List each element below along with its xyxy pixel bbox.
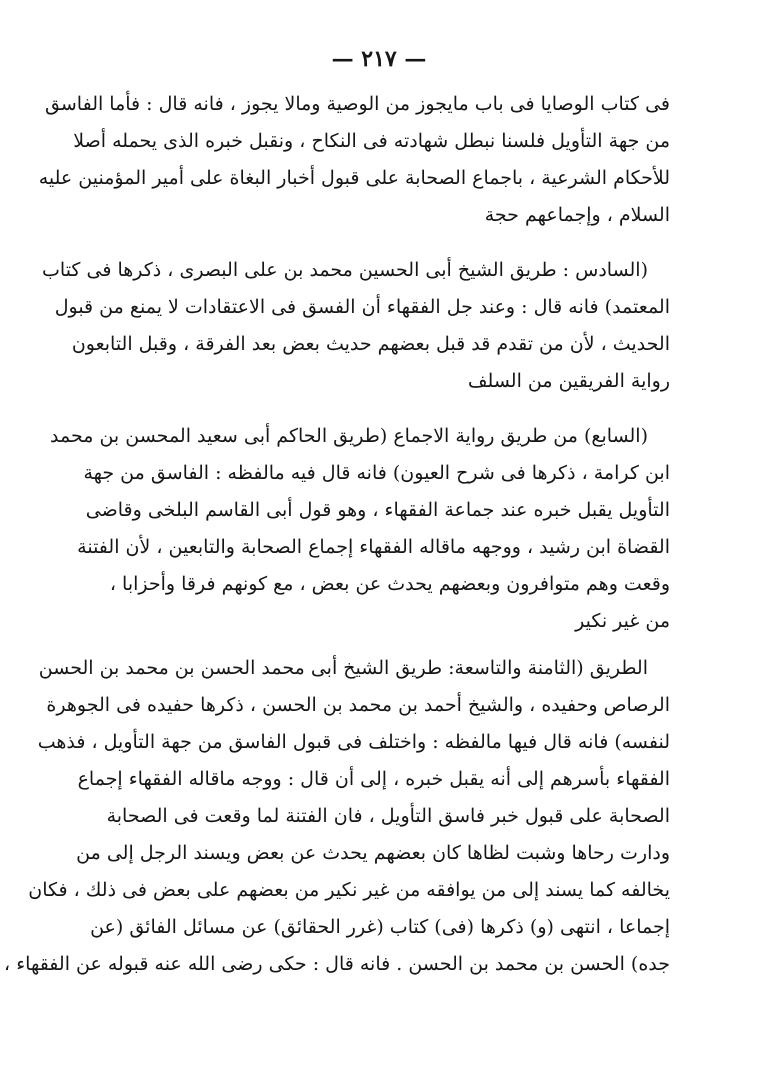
text-line: جده) الحسن بن محمد بن الحسن . فانه قال : حكى رضى الله عنه قبوله عن الفقهاء ، — [4, 953, 670, 975]
text-line: الحديث ، لأن من تقدم قد قبل بعضهم حديث بعض بعد الفرقة ، وقبل التابعون — [71, 333, 670, 355]
text-line: فى كتاب الوصايا فى باب مايجوز من الوصية ومالا يجوز ، فانه قال : فأما الفاسق — [45, 93, 670, 115]
text-line: ابن كرامة ، ذكرها فى شرح العيون) فانه قال فيه مالفظه : الفاسق من جهة — [83, 462, 670, 484]
paragraph-4 — [4, 650, 670, 983]
text-line: الطريق (الثامنة والتاسعة: طريق الشيخ أبى محمد الحسن بن محمد بن الحسن — [38, 657, 648, 679]
text-line: من غير نكير — [575, 610, 670, 632]
text-line: المعتمد) فانه قال : وعند جل الفقهاء أن الفسق فى الاعتقادات لا يمنع من قبول — [54, 296, 670, 318]
text-line: ودارت رحاها وشبت لظاها كان بعضهم يحدث عن بعض ويسند الرجل إلى من — [76, 842, 670, 864]
text-line: الصحابة على قبول خبر فاسق التأويل ، فان الفتنة لما وقعت فى الصحابة — [106, 805, 670, 827]
text-line: وقعت وهم متوافرون وبعضهم يحدث عن بعض ، مع كونهم فرقا وأحزابا ، — [109, 573, 670, 595]
text-line: لنفسه) فانه قال فيها مالفظه : واختلف فى قبول الفاسق من جهة التأويل ، فذهب — [37, 731, 670, 753]
paragraph-2 — [42, 252, 670, 400]
text-line: التأويل يقبل خبره عند جماعة الفقهاء ، وهو قول أبى القاسم البلخى وقاضى — [85, 499, 670, 521]
text-line: من جهة التأويل فلسنا نبطل شهادته فى النكاح ، ونقبل خبره الذى يحمله أصلا — [73, 130, 670, 152]
text-line: إجماعا ، انتهى (و) ذكرها (فى) كتاب (غرر الحقائق) عن مسائل الفائق (عن — [90, 916, 670, 938]
paragraph-3 — [50, 418, 670, 640]
text-line: الفقهاء بأسرهم إلى أنه يقبل خبره ، إلى أن قال : ووجه ماقاله الفقهاء إجماع — [77, 768, 670, 790]
text-line: (السابع) من طريق رواية الاجماع (طريق الحاكم أبى سعيد المحسن بن محمد — [50, 425, 648, 447]
page-number: — ٢١٧ — — [331, 46, 427, 72]
text-line: رواية الفريقين من السلف — [467, 370, 670, 392]
text-line: (السادس : طريق الشيخ أبى الحسين محمد بن على البصرى ، ذكرها فى كتاب — [42, 259, 648, 281]
paragraph-1 — [38, 86, 670, 234]
text-line: يخالفه كما يسند إلى من يوافقه من غير نكير من بعضهم على بعض فى ذلك ، فكان — [28, 879, 670, 901]
text-line: السلام ، وإجماعهم حجة — [484, 204, 670, 226]
text-line: الرصاص وحفيده ، والشيخ أحمد بن محمد بن الحسن ، ذكرها حفيده فى الجوهرة — [46, 694, 670, 716]
text-line: القضاة ابن رشيد ، ووجهه ماقاله الفقهاء إجماع الصحابة والتابعين ، لأن الفتنة — [77, 536, 670, 558]
text-line: للأحكام الشرعية ، باجماع الصحابة على قبول أخبار البغاة على أمير المؤمنين عليه — [38, 167, 670, 189]
